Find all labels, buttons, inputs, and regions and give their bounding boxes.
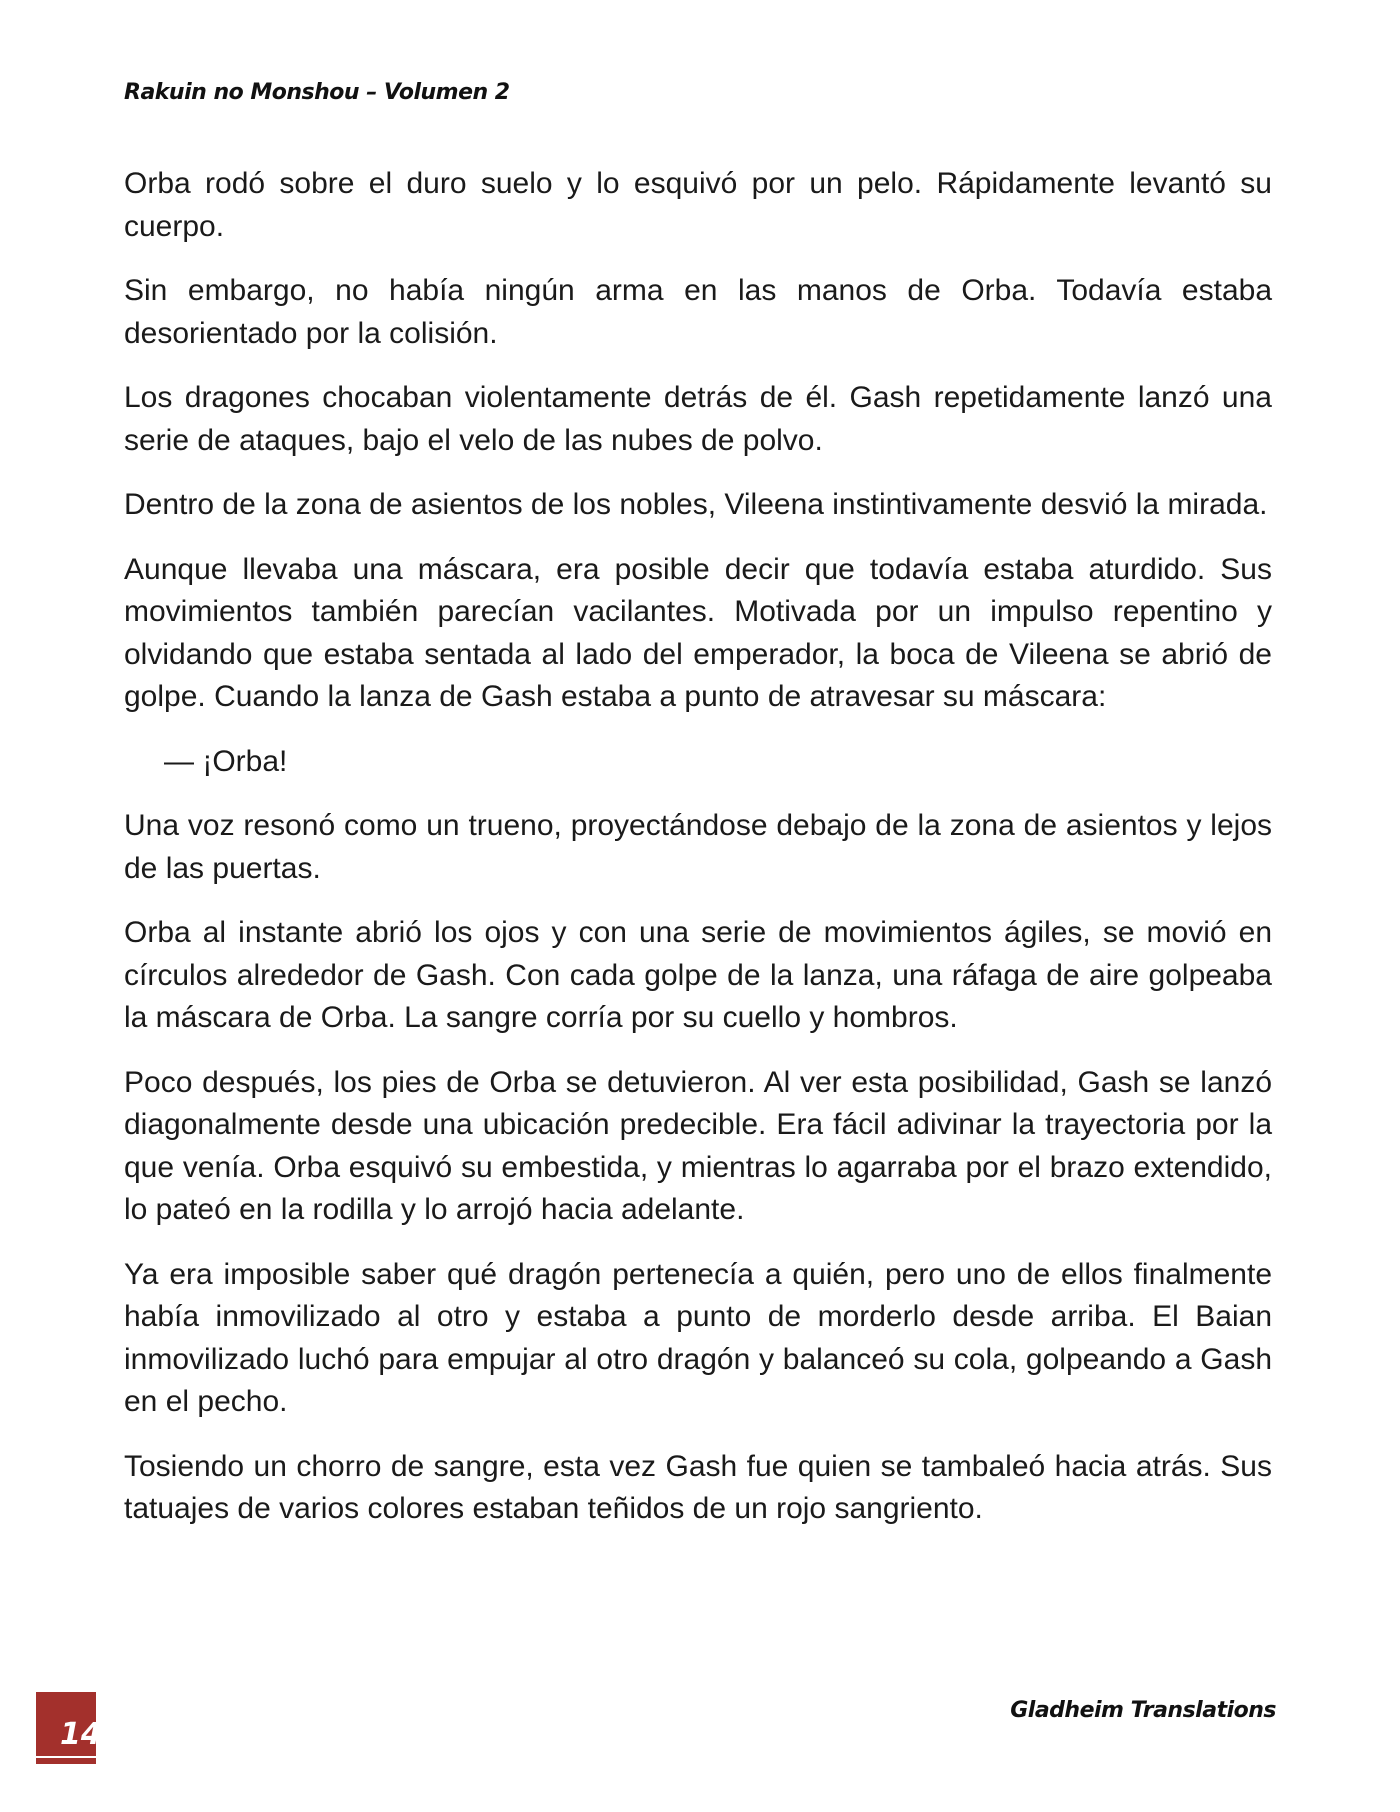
paragraph: Aunque llevaba una máscara, era posible decir que todavía estaba aturdido. Sus movimientos también parecían vacilantes. Motivada por un impulso repentino y olvidando que estaba sentada al lado del emperador, la boca de Vileena se abrió de golpe. Cuando la lanza de Gash estaba a punto de atravesar su máscara: [124, 552, 1272, 713]
paragraph: Orba al instante abrió los ojos y con una serie de movimientos ágiles, se movió en círculos alrededor de Gash. Con cada golpe de la lanza, una ráfaga de aire golpeaba la máscara de Orba. La sangre corría por su cuello y hombros. [124, 916, 1272, 1034]
paragraph: Poco después, los pies de Orba se detuvieron. Al ver esta posibilidad, Gash se lanzó diagonalmente desde una ubicación predecible. Era fácil adivinar la trayectoria por la que venía. Orba esquivó su embestida, y mientras lo agarraba por el brazo extendido, lo pateó en la rodilla y lo arrojó hacia adelante. [124, 1065, 1272, 1226]
paragraph: Orba rodó sobre el duro suelo y lo esquivó por un pelo. Rápidamente levantó su cuerpo. [124, 167, 1272, 243]
page-number-box [36, 1692, 102, 1764]
page-number: 14 [60, 1717, 102, 1752]
paragraph: Una voz resonó como un trueno, proyectándose debajo de la zona de asientos y lejos de las puertas. [124, 809, 1272, 885]
dialogue-line: — ¡Orba! [164, 744, 288, 778]
paragraph: Dentro de la zona de asientos de los nobles, Vileena instintivamente desvió la mirada. [124, 488, 1268, 521]
running-header: Rakuin no Monshou – Volumen 2 [124, 80, 510, 105]
paragraph: Tosiendo un chorro de sangre, esta vez Gash fue quien se tambaleó hacia atrás. Sus tatuajes de varios colores estaban teñidos de un rojo sangriento. [124, 1449, 1272, 1525]
footer-credit: Gladheim Translations [1010, 1698, 1276, 1723]
page-number-underline [36, 1756, 96, 1758]
paragraph: Ya era imposible saber qué dragón pertenecía a quién, pero uno de ellos finalmente había inmovilizado al otro y estaba a punto de morderlo desde arriba. El Baian inmovilizado luchó para empujar al otro dragón y balanceó su cola, golpeando a Gash en el pecho. [124, 1257, 1272, 1418]
body-text [124, 163, 1272, 1553]
paragraph: Los dragones chocaban violentamente detrás de él. Gash repetidamente lanzó una serie de ataques, bajo el velo de las nubes de polvo. [124, 381, 1272, 457]
paragraph: Sin embargo, no había ningún arma en las manos de Orba. Todavía estaba desorientado por la colisión. [124, 274, 1272, 350]
